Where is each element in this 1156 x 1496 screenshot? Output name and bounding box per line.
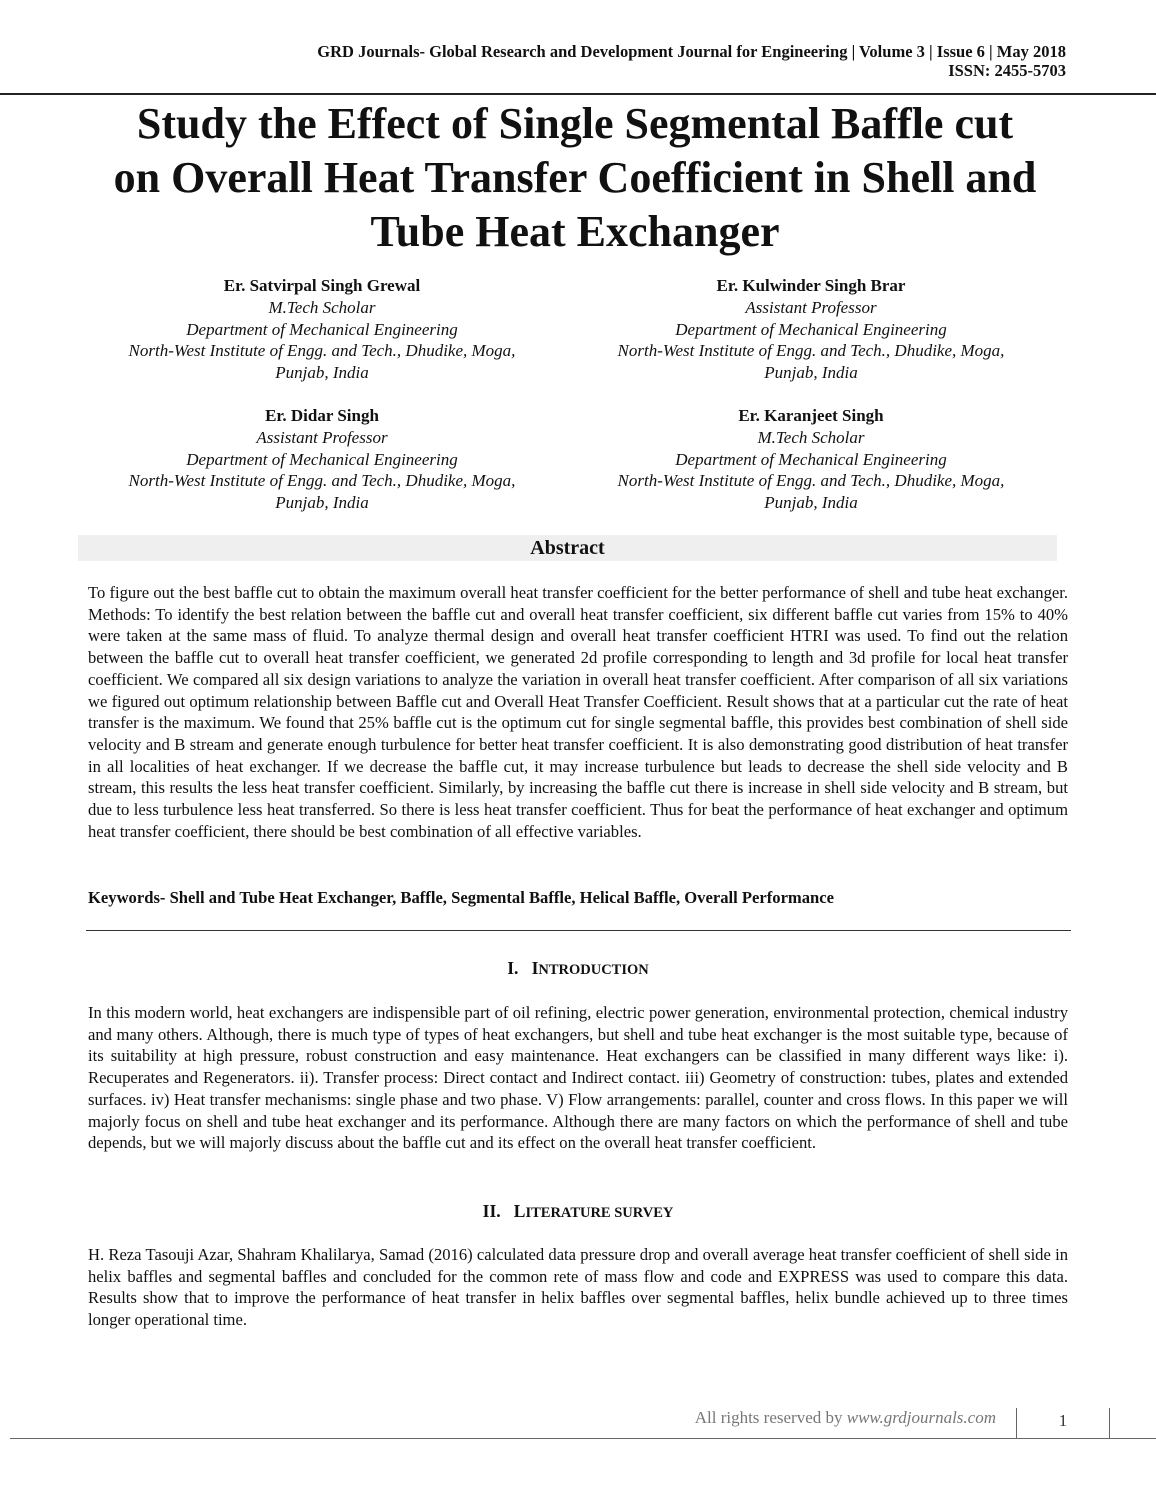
keywords-rule: [86, 930, 1071, 931]
author-role: Assistant Professor: [745, 297, 877, 317]
author-block-4: [561, 405, 1061, 514]
author-block-3: [72, 405, 572, 514]
author-role: Assistant Professor: [256, 427, 388, 447]
author-location: Punjab, India: [764, 363, 858, 383]
title-line-2: on Overall Heat Transfer Coefficient in Shell and: [113, 153, 1037, 202]
author-dept: Department of Mechanical Engineering: [675, 449, 947, 469]
title-line-3: Tube Heat Exchanger: [370, 207, 780, 256]
author-block-2: [561, 275, 1061, 384]
footer-rights: [695, 1408, 996, 1428]
author-name: Er. Satvirpal Singh Grewal: [223, 276, 421, 295]
author-role: M.Tech Scholar: [757, 427, 865, 447]
issn: ISSN: 2455-5703: [948, 61, 1066, 80]
author-name: Er. Kulwinder Singh Brar: [716, 276, 906, 295]
author-name: Er. Didar Singh: [265, 406, 379, 425]
running-header: [317, 42, 1066, 80]
author-dept: Department of Mechanical Engineering: [186, 449, 458, 469]
author-role: M.Tech Scholar: [268, 297, 376, 317]
literature-survey-text: H. Reza Tasouji Azar, Shahram Khalilarya, Samad (2016) calculated data pressure drop and overall average heat transfer coefficient of shell side in helix baffles and segmental baffles and concluded for the common rete of mass flow and code and EXPRESS was used to compare this data. Results show that to improve the performance of heat transfer in helix baffles over segmental baffles, helix bundle achieved up to three times longer operational time.: [88, 1245, 1068, 1330]
author-dept: Department of Mechanical Engineering: [675, 319, 947, 339]
author-dept: Department of Mechanical Engineering: [186, 319, 458, 339]
footer-rule: [10, 1438, 1016, 1439]
author-institute: North-West Institute of Engg. and Tech., Dhudike, Moga,: [128, 341, 516, 361]
journal-site-link[interactable]: www.grdjournals.com: [846, 1408, 996, 1427]
introduction-text: In this modern world, heat exchangers are indispensible part of oil refining, electric power generation, environmental protection, chemical industry and many others. Although, there is much type of types of heat exchangers, but shell and tube heat exchanger is the most suitable type, because of its suitability at high pressure, robust construction and easy maintenance. Heat exchangers can be classified in many different ways like: i). Recuperates and Regenerators. ii). Transfer process: Direct contact and Indirect contact. iii) Geometry of construction: tubes, plates and extended surfaces. iv) Heat transfer mechanisms: single phase and two phase. V) Flow arrangements: parallel, counter and cross flows. In this paper we will majorly focus on shell and tube heat exchanger and its performance. Although there are many factors on which the performance of shell and tube depends, but we will majorly discuss about the baffle cut and its effect on the overall heat transfer coefficient.: [88, 1003, 1068, 1153]
footer-rule-tail: [1108, 1438, 1156, 1439]
page-number: 1: [1016, 1408, 1110, 1439]
author-institute: North-West Institute of Engg. and Tech., Dhudike, Moga,: [617, 341, 1005, 361]
title-line-1: Study the Effect of Single Segmental Baffle cut: [136, 99, 1014, 148]
abstract-text: To figure out the best baffle cut to obtain the maximum overall heat transfer coefficient for the better performance of shell and tube heat exchanger. Methods: To identify the best relation between the baffle cut and overall heat transfer coefficient, six different baffle cut varies from 15% to 40% were taken at the same mass of fluid. To analyze thermal design and overall heat transfer coefficient HTRI was used. To find out the relation between the baffle cut to overall heat transfer coefficient, we generated 2d profile corresponding to length and 3d profile for local heat transfer coefficient. We compared all six design variations to analyze the variation in overall heat transfer coefficient. After comparison of all six variations we figured out optimum relationship between Baffle cut and Overall Heat Transfer Coefficient. Result shows that at a particular cut the rate of heat transfer is the maximum. We found that 25% baffle cut is the optimum cut for single segmental baffle, this provides best combination of shell side velocity and B stream and generate enough turbulence for better heat transfer coefficient. It is also demonstrating good distribution of heat transfer in all localities of heat exchanger. If we decrease the baffle cut, it may increase turbulence but leads to decrease the shell side velocity and B stream, this results the less heat transfer coefficient. Similarly, by increasing the baffle cut there is increase in shell side velocity and B stream, but due to less turbulence less heat transferred. So there is less heat transfer coefficient. Thus for beat the performance of heat exchanger and optimum heat transfer coefficient, there should be best combination of all effective variables.: [88, 583, 1068, 841]
paper-title: [60, 97, 1090, 259]
author-institute: North-West Institute of Engg. and Tech., Dhudike, Moga,: [128, 471, 516, 491]
header-rule: [0, 93, 1156, 95]
rights-text: All rights reserved by: [694, 1408, 847, 1427]
author-location: Punjab, India: [275, 363, 369, 383]
section-numeral: I.: [507, 958, 519, 978]
author-location: Punjab, India: [275, 493, 369, 513]
author-name: Er. Karanjeet Singh: [738, 406, 884, 425]
journal-line: GRD Journals- Global Research and Development Journal for Engineering | Volume 3 | Issue 6 | May 2018: [317, 42, 1066, 61]
section-numeral: II.: [482, 1201, 501, 1221]
abstract-heading: Abstract: [78, 535, 1057, 561]
author-location: Punjab, India: [764, 493, 858, 513]
author-institute: North-West Institute of Engg. and Tech., Dhudike, Moga,: [617, 471, 1005, 491]
section-title-rest: NTRODUCTION: [538, 962, 649, 978]
author-block-1: [72, 275, 572, 384]
section-heading-literature-survey: [88, 1201, 1068, 1222]
keywords: Keywords- Shell and Tube Heat Exchanger, Baffle, Segmental Baffle, Helical Baffle, Overall Performance: [88, 888, 835, 907]
section-heading-introduction: [88, 958, 1068, 979]
section-first-letter: I: [531, 958, 539, 978]
section-title-rest: ITERATURE SURVEY: [525, 1205, 674, 1221]
section-first-letter: L: [513, 1201, 526, 1221]
